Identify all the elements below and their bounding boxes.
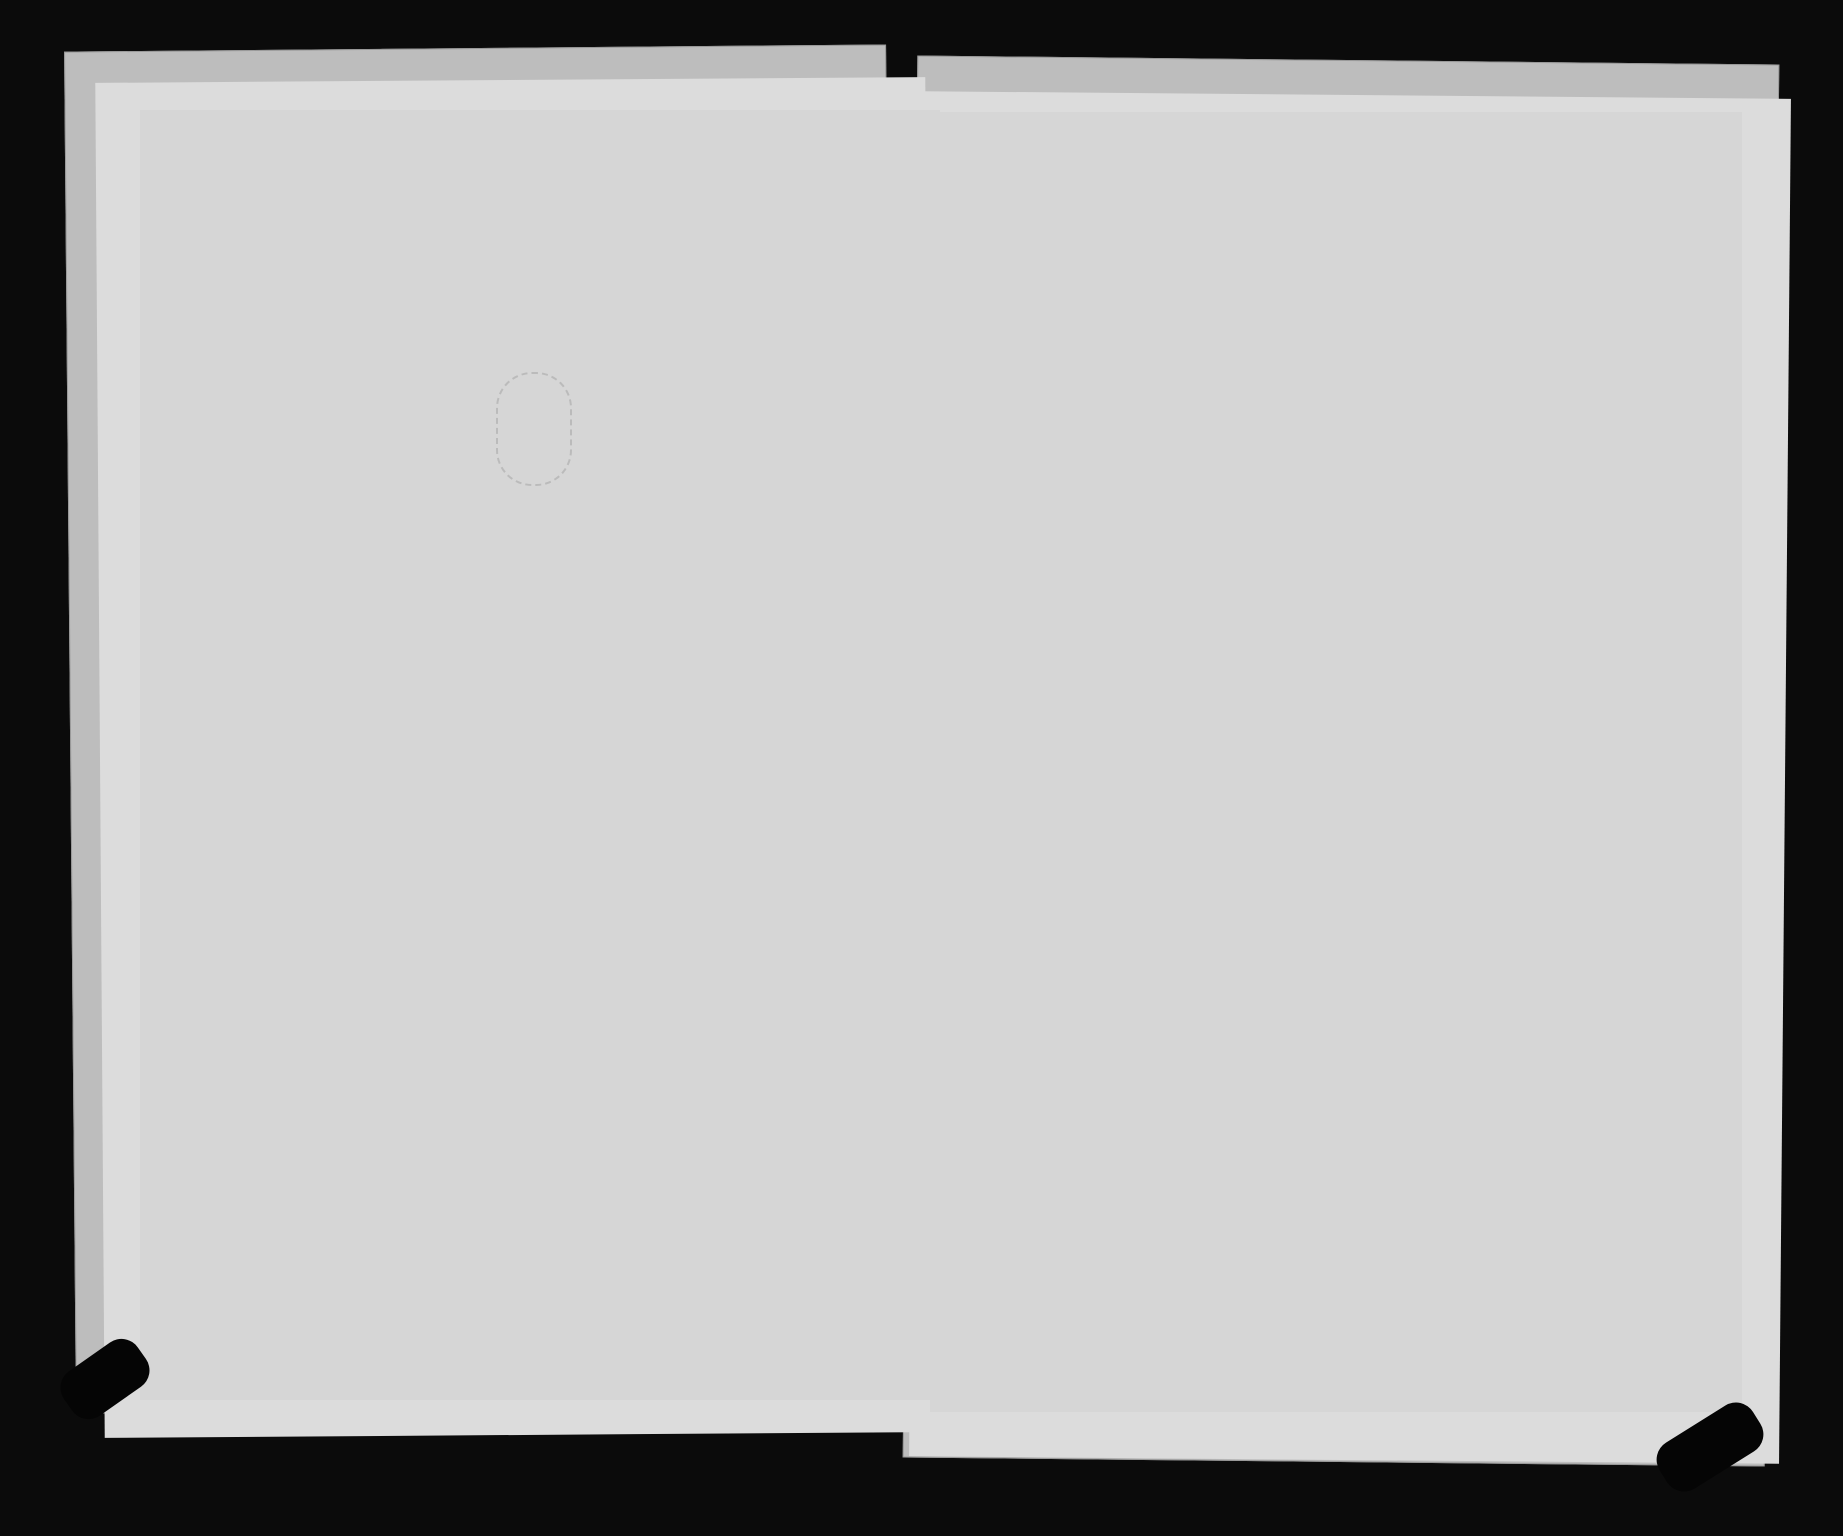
col-header-3-a xyxy=(258,262,568,298)
col-header-13 xyxy=(1334,214,1402,364)
col-header-11 xyxy=(1158,240,1260,320)
col-header-8 xyxy=(856,198,926,378)
col-header-16 xyxy=(1560,260,1650,320)
col-header-1 xyxy=(160,186,228,366)
col-header-5 xyxy=(660,198,724,378)
col-header-15 xyxy=(1466,200,1522,370)
col-header-6-male xyxy=(731,311,743,341)
col-header-2 xyxy=(234,212,252,322)
col-header-6-female xyxy=(749,311,761,341)
col-header-3-b xyxy=(258,298,568,334)
seal-stamp xyxy=(496,372,572,486)
col-header-10 xyxy=(1104,252,1144,292)
col-header-4 xyxy=(582,198,656,368)
col-header-9 xyxy=(938,236,1098,366)
col-header-7 xyxy=(768,236,852,346)
section-absent-col4 xyxy=(582,1086,656,1120)
col-header-12 xyxy=(1264,240,1330,330)
instructions-rubrik-9 xyxy=(1527,376,1667,1386)
col-header-6 xyxy=(728,198,764,268)
col-header-14 xyxy=(1404,200,1464,370)
